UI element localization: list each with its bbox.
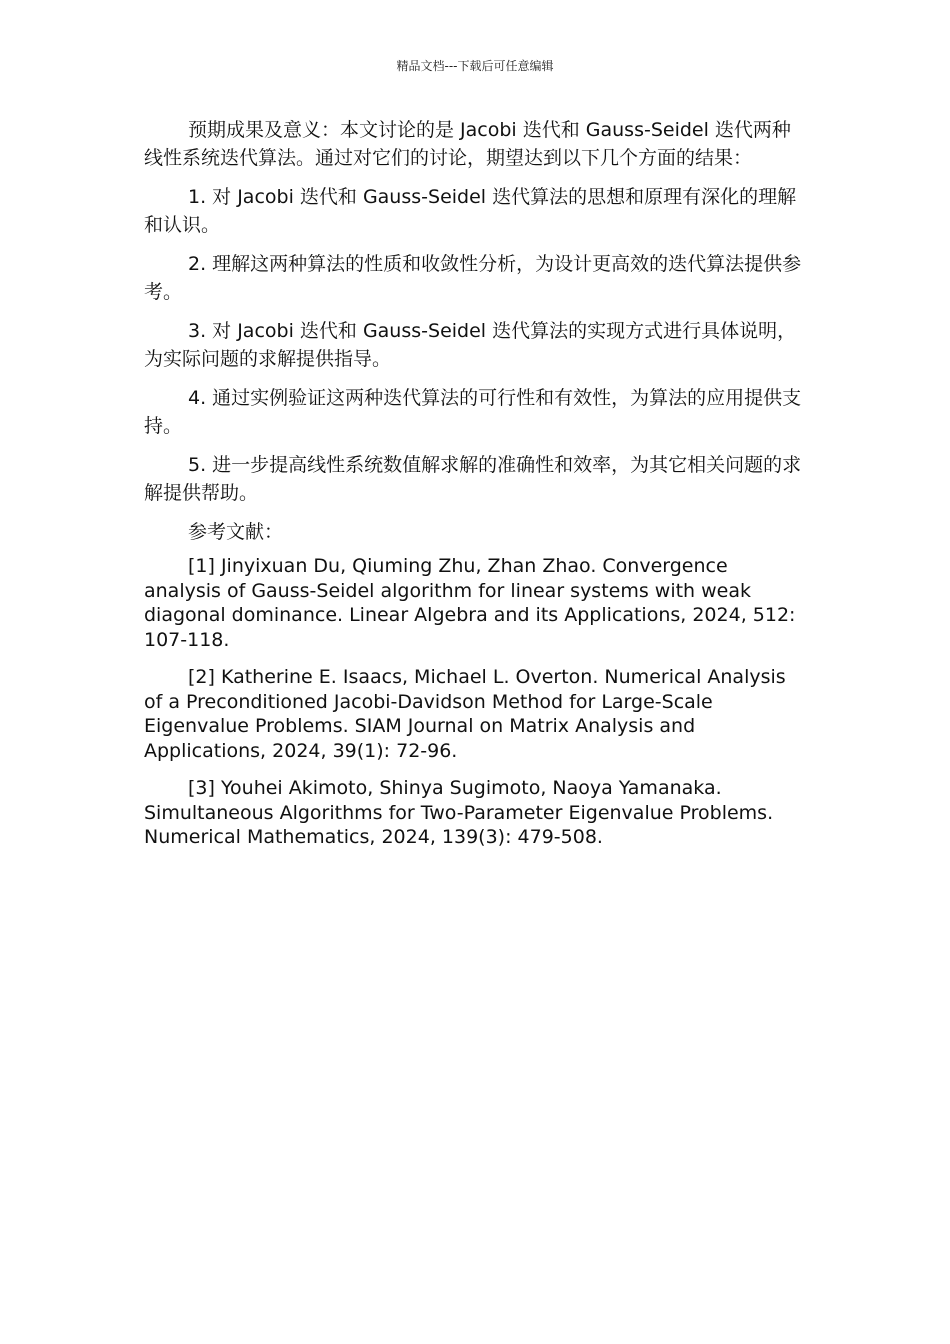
outcome-item-2: 2. 理解这两种算法的性质和收敛性分析，为设计更高效的迭代算法提供参考。 [144, 253, 802, 303]
outcome-item-4: 4. 通过实例验证这两种迭代算法的可行性和有效性，为算法的应用提供支持。 [144, 387, 802, 437]
reference-item-2: [2] Katherine E. Isaacs, Michael L. Overton. Numerical Analysis of a Preconditioned Jacobi-Davidson Method for Large-Scale Eigenvalue Problems. SIAM Journal on Matrix Analysis and Applications, 2024, 39(1): 72-96. [144, 666, 786, 762]
outcome-item-5: 5. 进一步提高线性系统数值解求解的准确性和效率，为其它相关问题的求解提供帮助。 [144, 454, 802, 504]
page-header: 精品文档---下载后可任意编辑 [396, 59, 554, 73]
reference-item-1: [1] Jinyixuan Du, Qiuming Zhu, Zhan Zhao. Convergence analysis of Gauss-Seidel algorithm for linear systems with weak diagonal dominance. Linear Algebra and its Applications, 2024, 512: 107-118. [144, 555, 796, 651]
document-body [144, 116, 804, 863]
intro-paragraph: 预期成果及意义：本文讨论的是 Jacobi 迭代和 Gauss-Seidel 迭代两种线性系统迭代算法。通过对它们的讨论，期望达到以下几个方面的结果： [144, 119, 791, 169]
references-heading: 参考文献： [188, 521, 284, 543]
outcome-item-3: 3. 对 Jacobi 迭代和 Gauss-Seidel 迭代算法的实现方式进行具体说明，为实际问题的求解提供指导。 [144, 320, 797, 370]
outcome-item-1: 1. 对 Jacobi 迭代和 Gauss-Seidel 迭代算法的思想和原理有深化的理解和认识。 [144, 186, 797, 236]
reference-item-3: [3] Youhei Akimoto, Shinya Sugimoto, Naoya Yamanaka. Simultaneous Algorithms for Two-Parameter Eigenvalue Problems. Numerical Mathematics, 2024, 139(3): 479-508. [144, 777, 774, 848]
